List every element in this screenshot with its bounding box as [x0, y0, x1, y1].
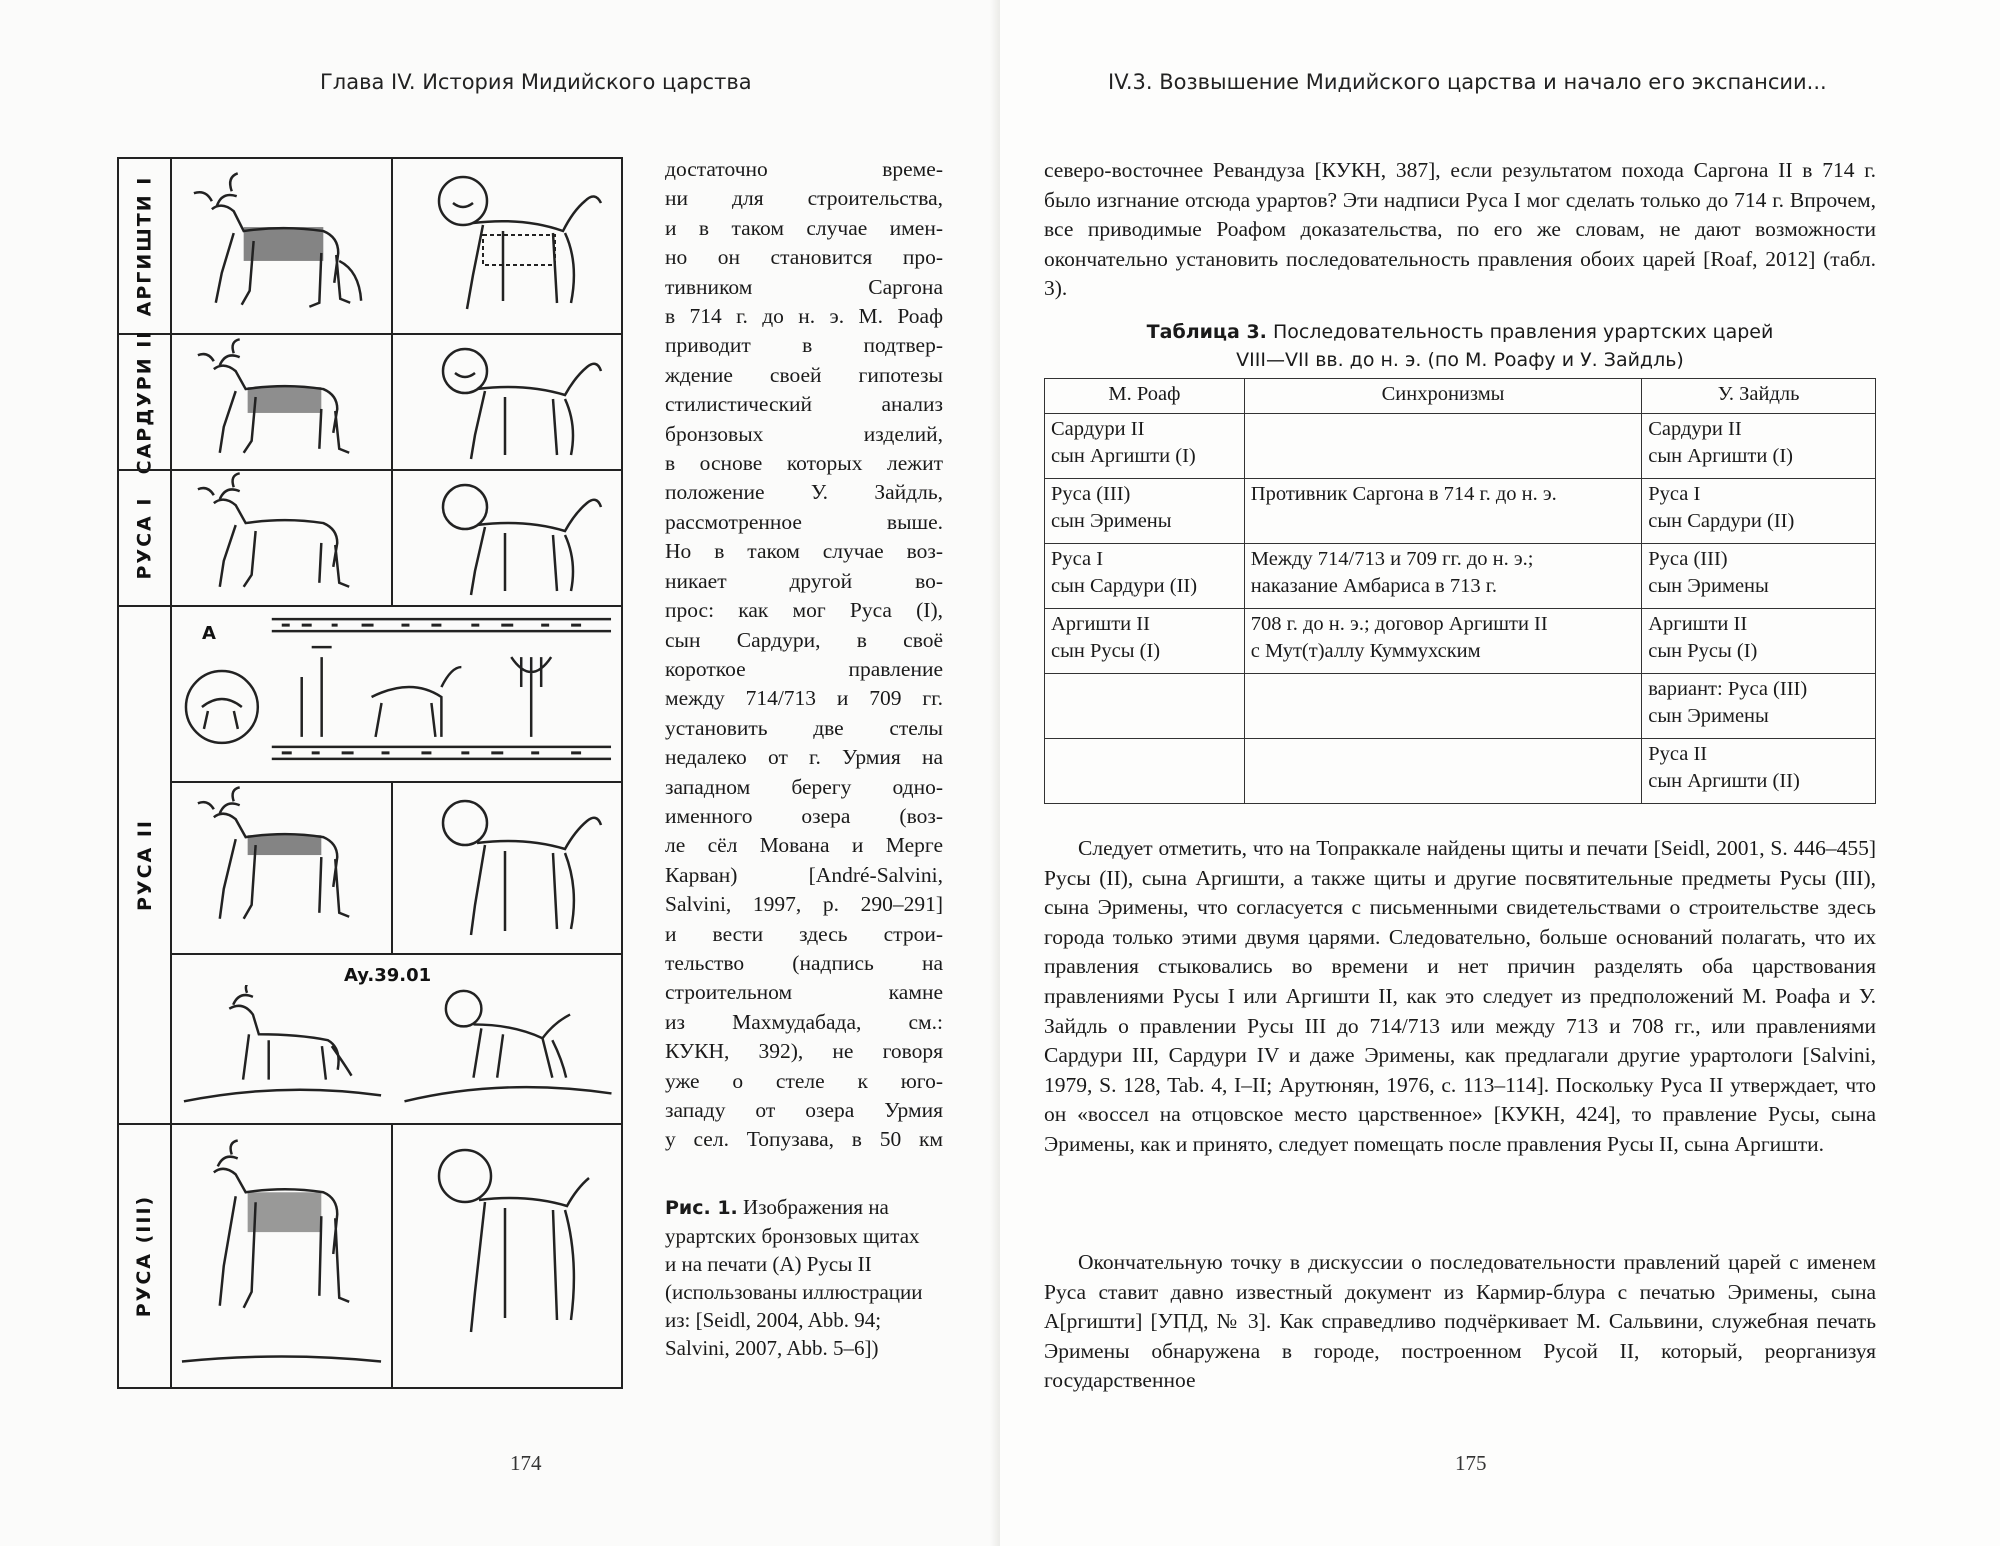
text-line: КУКН, 392), не говоря [665, 1039, 943, 1064]
bull-drawing [172, 159, 393, 333]
cell-roaf [1045, 674, 1245, 739]
cell-line: сын Аргишти (II) [1648, 770, 1800, 792]
cell-line: сын Аргишти (I) [1648, 445, 1793, 467]
row-label: САРДУРИ II [119, 335, 172, 469]
cell-line: Аргишти II [1051, 613, 1150, 635]
cell-line: Между 714/713 и 709 гг. до н. э.; [1250, 548, 1534, 570]
text-line: у сел. Топузава, в 50 км [665, 1127, 943, 1152]
row-label: РУСА I [119, 471, 172, 605]
caption-text: Изображения на урартских бронзовых щитах и на печати (А) Русы II (использованы иллюстрации из: [Seidl, 2004, Abb. 94; Salvini, 2007, Abb. 5–6]) [665, 1195, 923, 1360]
text-line: строительном камне [665, 980, 943, 1005]
table-header-row [1045, 379, 1876, 414]
cell-synchronism [1244, 674, 1641, 739]
text-line: и вести здесь строи- [665, 921, 943, 946]
cell-roaf [1045, 739, 1245, 804]
cell-line: сын Аргишти (I) [1051, 445, 1196, 467]
lion-drawing [393, 335, 621, 469]
cell-line: наказание Амбариса в 713 г. [1250, 575, 1497, 597]
text-line: в 714 г. до н. э. М. Роаф [665, 304, 943, 329]
text-line: западу от озера Урмия [665, 1098, 943, 1122]
text-line: из Махмудабада, см.: [665, 1009, 943, 1034]
shield-row-c [172, 953, 621, 1123]
text-line: достаточно време- [665, 157, 943, 181]
figure-row [119, 329, 621, 475]
cell-line: сын Эримены [1648, 575, 1769, 597]
seal-mark-label: A [202, 623, 216, 644]
paragraph-top: северо-восточнее Ревандуза [КУКН, 387], если результатом похода Саргона II в 714 г. было изгнание отсюда урартов? Эти надписи Руса I мог сделать только до 714 г. Впрочем, все приводимые Роафом доказательства, по его же словам, не дают возможности окончательно установить последовательность правления обоих царей [Roaf, 2012] (табл. 3). [1044, 158, 1876, 301]
row-label: АРГИШТИ I [119, 159, 172, 333]
table-row [1045, 544, 1876, 609]
cell-synchronism [1244, 414, 1641, 479]
text-line: между 714/713 и 709 гг. [665, 686, 943, 711]
bull-drawing [172, 783, 393, 953]
cell-line: Аргишти II [1648, 613, 1748, 635]
running-head-right: IV.3. Возвышение Мидийского царства и начало его экспансии... [1108, 70, 1827, 94]
paragraph-2: Окончательную точку в дискуссии о последовательности правлений царей с именем Руса ставит давно известный документ из Кармир-блура с печатью Эримены, сына А[ргишти] [УПД, № 3]. Как справедливо подчёркивает М. Сальвини, служебная печать Эримены обнаружена в городе, построенном Русой II, который, реорганизуя государственное [1044, 1250, 1876, 1393]
cell-seidl [1642, 414, 1876, 479]
text-line: рассмотренное выше. [665, 509, 943, 534]
caption-label: Рис. 1. [665, 1197, 738, 1219]
cell-seidl [1642, 544, 1876, 609]
figure-grid [117, 157, 623, 1389]
bull-drawing [172, 471, 393, 605]
cell-line: сын Русы (I) [1648, 640, 1758, 662]
row-label: РУСА (III) [119, 1125, 172, 1387]
cell-synchronism [1244, 609, 1641, 674]
cell-roaf [1045, 479, 1245, 544]
cell-seidl [1642, 609, 1876, 674]
text-line: бронзовых изделий, [665, 421, 943, 446]
cell-line: Руса II [1648, 743, 1708, 765]
header-synchronisms: Синхронизмы [1244, 379, 1641, 414]
page-number-left: 174 [510, 1451, 542, 1475]
text-line: западном берегу одно- [665, 774, 943, 799]
text-line: но он становится про- [665, 245, 943, 270]
text-line: короткое правление [665, 656, 943, 681]
lion-drawing [393, 159, 621, 333]
cell-line: сын Русы (I) [1051, 640, 1161, 662]
table-row [1045, 609, 1876, 674]
cell-seidl [1642, 739, 1876, 804]
lion-drawing [393, 471, 621, 605]
bull-drawing [172, 1125, 393, 1387]
table-row [1045, 739, 1876, 804]
text-line: ждение своей гипотезы [665, 362, 943, 387]
text-line: тельство (надпись на [665, 950, 943, 975]
bull-drawing [172, 985, 393, 1123]
table-row [1045, 674, 1876, 739]
text-line: прос: как мог Руса (I), [665, 598, 943, 623]
cell-line: сын Эримены [1648, 705, 1769, 727]
text-line: Карван) [André-Salvini, [665, 862, 943, 887]
cell-line: Руса (III) [1648, 548, 1728, 570]
header-seidl: У. Зайдль [1642, 379, 1876, 414]
text-line: положение У. Зайдль, [665, 480, 943, 505]
cell-line: Руса I [1648, 483, 1701, 505]
cell-line: с Мут(т)аллу Куммухским [1250, 640, 1481, 662]
cell-line: Сардури II [1051, 418, 1145, 440]
text-line: Но в таком случае воз- [665, 539, 943, 564]
header-roaf: М. Роаф [1045, 379, 1245, 414]
figure-row [119, 159, 621, 333]
paragraph-1: Следует отметить, что на Топраккале найдены щиты и печати [Seidl, 2001, S. 446–455] Русы (II), сына Аргишти, а также щиты и другие посвятительные предметы Русы (III), сына Эримены, что согласуется с письменными свидетельствами о строительстве здесь города только этими двумя царями. Следовательно, больше оснований полагать, что их правления стыковались во времени и нет причин разделять оба царствования правлениями Русы I или Аргишти II, как это следует из предположений М. Роафа и У. Зайдль о правлении Русы III до 714/713 или между 713 и 708 гг., или правлениями Сардури III, Сардури IV и даже Эримены, как предлагали другие урартологи [Salvini, 1979, S. 128, Tab. 4, I–II; Арутюнян, 1976, с. 113–114]. Поскольку Руса II утверждает, что он «воссел на отцовское место царственное» [КУКН, 424], то правление Русы, сына Эримены, как и принято, следует помещать после правления Русы II, сына Аргишти. [1044, 836, 1876, 1156]
cell-roaf [1045, 414, 1245, 479]
lion-drawing [393, 1125, 621, 1387]
text-line: Salvini, 1997, p. 290–291] [665, 892, 943, 917]
cell-seidl [1642, 674, 1876, 739]
cell-line: 708 г. до н. э.; договор Аргишти II [1250, 613, 1548, 635]
text-line: ни для строительства, [665, 186, 943, 211]
cell-roaf [1045, 609, 1245, 674]
table-row [1045, 414, 1876, 479]
text-line: в основе которых лежит [665, 451, 943, 476]
lion-drawing [393, 985, 621, 1123]
cell-line: Руса (III) [1051, 483, 1131, 505]
lion-drawing [393, 783, 621, 953]
cell-synchronism [1244, 544, 1641, 609]
left-column-text [665, 155, 943, 1155]
text-line: стилистический анализ [665, 392, 943, 417]
text-line: именного озера (воз- [665, 803, 943, 828]
figure-row [119, 1123, 621, 1387]
page-number-right: 175 [1455, 1451, 1487, 1475]
cell-line: сын Эримены [1051, 510, 1172, 532]
text-line: и в таком случае имен- [665, 215, 943, 240]
bull-drawing [172, 335, 393, 469]
figure-row [119, 469, 621, 605]
table-title-line2: VIII—VII вв. до н. э. (по М. Роафу и У. Зайдль) [1236, 349, 1684, 371]
text-line: ле сёл Мована и Мерге [665, 833, 943, 858]
table-title-label: Таблица 3. [1146, 321, 1267, 343]
text-line: сын Сардури, в своё [665, 627, 943, 652]
running-head-left: Глава IV. История Мидийского царства [320, 70, 752, 94]
text-line: уже о стеле к юго- [665, 1068, 943, 1093]
shield-code-label: Ay.39.01 [344, 965, 432, 986]
cell-line: вариант: Руса (III) [1648, 678, 1808, 700]
synchronism-table [1044, 378, 1876, 804]
cell-synchronism [1244, 739, 1641, 804]
cell-line: Сардури II [1648, 418, 1742, 440]
cell-line: Противник Саргона в 714 г. до н. э. [1250, 483, 1557, 505]
seal-drawing [172, 607, 621, 781]
text-line: приводит в подтвер- [665, 333, 943, 358]
cell-roaf [1045, 544, 1245, 609]
text-line: тивником Саргона [665, 274, 943, 299]
row-label: РУСА II [119, 607, 172, 1123]
cell-line: Руса I [1051, 548, 1104, 570]
table-row [1045, 479, 1876, 544]
cell-synchronism [1244, 479, 1641, 544]
text-line: недалеко от г. Урмия на [665, 745, 943, 770]
text-line: установить две стелы [665, 715, 943, 740]
shield-row-b [172, 781, 621, 953]
cell-seidl [1642, 479, 1876, 544]
cell-line: сын Сардури (II) [1051, 575, 1198, 597]
figure-caption [665, 1193, 935, 1362]
text-line: никает другой во- [665, 568, 943, 593]
figure-row [119, 605, 621, 1123]
table-title [1044, 318, 1876, 374]
table-title-text: Последовательность правления урартских царей [1272, 321, 1774, 343]
cell-line: сын Сардури (II) [1648, 510, 1795, 532]
